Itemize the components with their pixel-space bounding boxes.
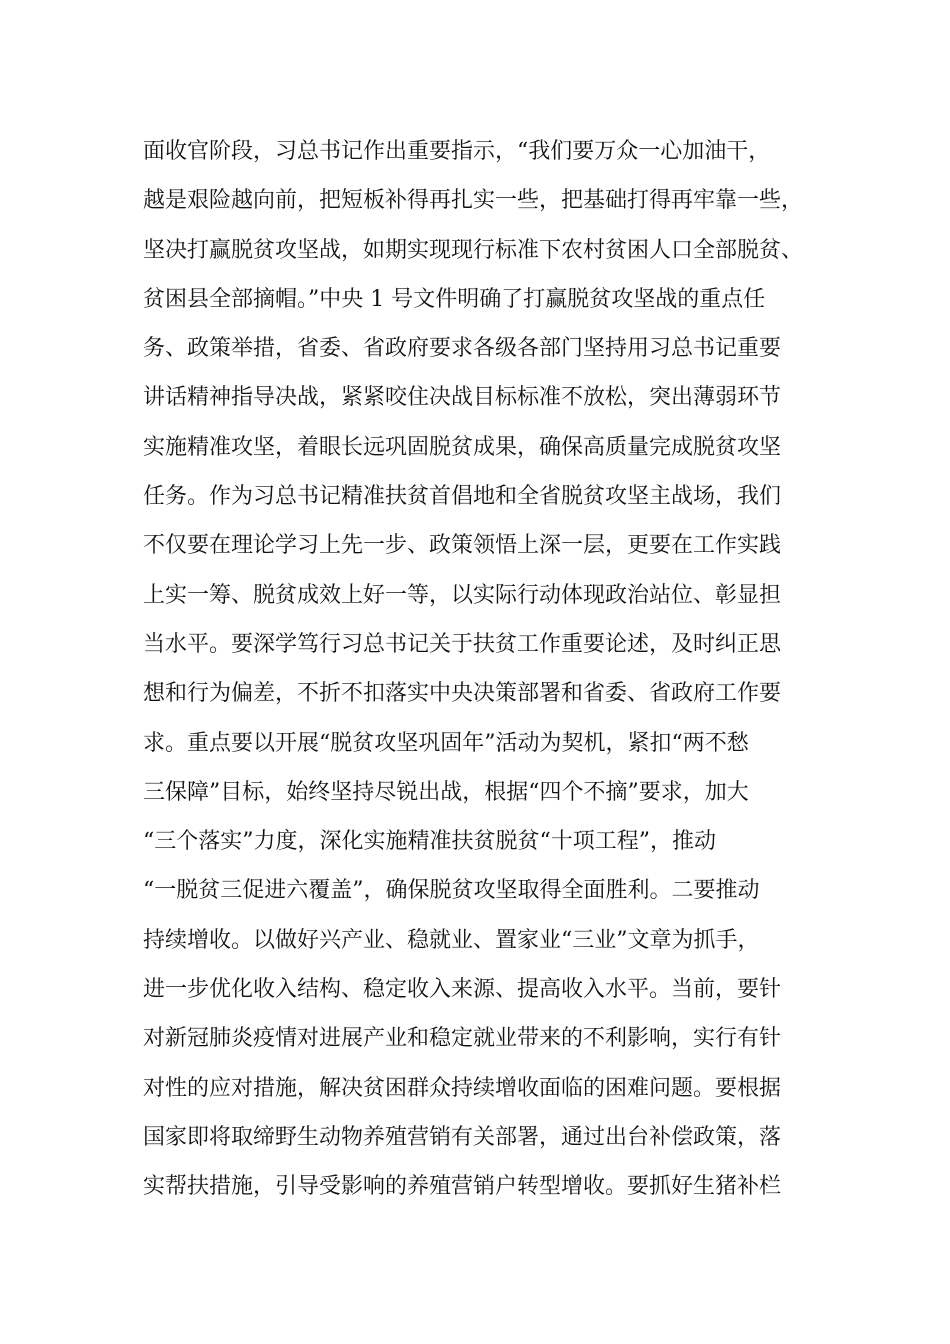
text-line: 任务。作为习总书记精准扶贫首倡地和全省脱贫攻坚主战场，我们: [143, 484, 782, 510]
text-line: 实帮扶措施，引导受影响的养殖营销户转型增收。要抓好生猪补栏: [143, 1174, 782, 1200]
text-line: 进一步优化收入结构、稳定收入来源、提高收入水平。当前，要针: [143, 977, 782, 1003]
text-line: 当水平。要深学笃行习总书记关于扶贫工作重要论述，及时纠正思: [143, 631, 782, 657]
text-line: 务、政策举措，省委、省政府要求各级各部门坚持用习总书记重要: [143, 336, 782, 362]
text-line: 对新冠肺炎疫情对进展产业和稳定就业带来的不利影响，实行有针: [143, 1026, 782, 1052]
text-line: 求。重点要以开展“脱贫攻坚巩固年”活动为契机，紧扣“两不愁: [143, 730, 749, 756]
text-line: 面收官阶段，习总书记作出重要指示，“我们要万众一心加油干，: [143, 139, 771, 164]
text-line: 越是艰险越向前，把短板补得再扎实一些，把基础打得再牢靠一些，: [143, 188, 804, 214]
text-line: 想和行为偏差，不折不扣落实中央决策部署和省委、省政府工作要: [143, 681, 782, 707]
text-line: 贫困县全部摘帽。”中央 1 号文件明确了打赢脱贫攻坚战的重点任: [143, 286, 766, 312]
text-line: “一脱贫三促进六覆盖”，确保脱贫攻坚取得全面胜利。二要推动: [143, 878, 760, 904]
text-line: 不仅要在理论学习上先一步、政策领悟上深一层，更要在工作实践: [143, 533, 782, 559]
text-line: 讲话精神指导决战，紧紧咬住决战目标标准不放松，突出薄弱环节: [143, 385, 782, 411]
text-line: 对性的应对措施，解决贫困群众持续增收面临的困难问题。要根据: [143, 1075, 782, 1101]
body-text: [143, 132, 843, 1217]
text-line: “三个落实”力度，深化实施精准扶贫脱贫“十项工程”，推动: [143, 829, 716, 855]
text-line: 持续增收。以做好兴产业、稳就业、置家业“三业”文章为抓手，: [143, 927, 760, 953]
text-line: 国家即将取缔野生动物养殖营销有关部署，通过出台补偿政策，落: [143, 1124, 782, 1150]
text-line: 三保障”目标，始终坚持尽锐出战，根据“四个不摘”要求，加大: [143, 779, 749, 805]
text-line: 坚决打赢脱贫攻坚战，如期实现现行标准下农村贫困人口全部脱贫、: [143, 237, 804, 263]
text-line: 上实一筹、脱贫成效上好一等，以实际行动体现政治站位、彰显担: [143, 582, 782, 608]
text-line: 实施精准攻坚，着眼长远巩固脱贫成果，确保高质量完成脱贫攻坚: [143, 434, 782, 460]
